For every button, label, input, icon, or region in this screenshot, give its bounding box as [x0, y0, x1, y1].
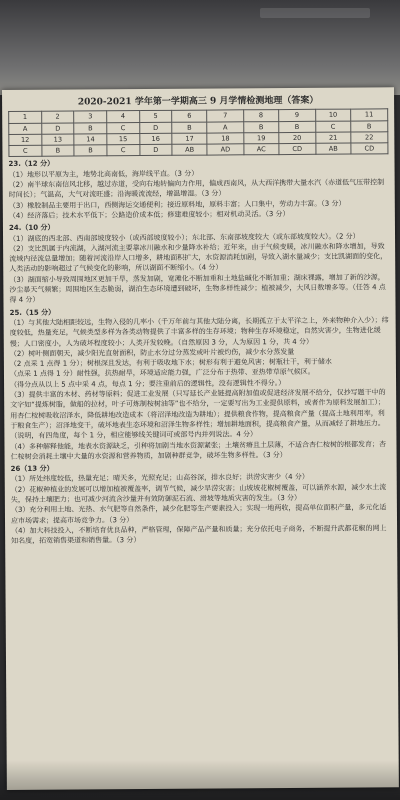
answer-paragraph: （4）经济落后；技术水平低下；公路造价成本低；修建难度较小；相对机动灵活。（3 分）	[8, 209, 290, 220]
answer-cell: A	[207, 121, 244, 133]
question-heading: 24.（10 分）	[8, 223, 55, 233]
answer-cell: AB	[316, 143, 351, 155]
answer-cell: B	[351, 120, 388, 132]
answer-paragraph: （1）与其他大陆相距较远，生物入侵的几率小（千万年前与其他大陆分离，长期孤立于太平洋之上，外来物种介入少）；纬度较低，热量充足，气候类型多样为各类动物提供了丰富多样的生存环境；物种生存环境稳定，自然灾害少，生物进化缓慢；人口密度小，人为破坏程度较小；人类开发较晚。（自然原因 3 分，人为原因 1 分，共 4 分）	[9, 316, 389, 348]
answer-cell: C	[107, 122, 140, 134]
answer-cell: AC	[244, 144, 279, 156]
answer-cell: B	[172, 122, 207, 134]
answer-cell: 2	[41, 111, 74, 123]
answer-paragraph: （1）所处纬度较低，热量充足；晴天多，光照充足；山高谷深，排水良好；洪涝灾害少（4 分）	[10, 473, 309, 484]
answer-cell: D	[41, 123, 74, 135]
answer-cell: 1	[9, 112, 42, 124]
answer-cell: 21	[316, 132, 351, 144]
answer-cell: 18	[207, 133, 244, 145]
answer-cell: 12	[9, 134, 42, 146]
answer-cell: 20	[279, 132, 316, 144]
answer-cell: CD	[351, 143, 388, 155]
question-list	[8, 157, 391, 547]
answer-cell: C	[316, 121, 351, 133]
answer-paragraph: （3）橡胶制品主要用于出口，西侧海运交通便利；接近原料地，原料丰富；人口集中，劳动力丰富。（3 分）	[8, 199, 346, 210]
answer-cell: B	[74, 145, 107, 157]
answer-cell: AD	[207, 144, 244, 156]
answer-paragraph: （点采 1 点得 1 分）耐性强，抗热耐旱，环境适应能力强，广泛分布于热带、亚热带草原气候区。	[9, 368, 315, 379]
answer-paragraph: （2）支比凯属于内流湖，入湖河流主要靠冰川融水和少量降水补给；近年来，由于气候变暖，冰川融水和降水增加，导致流域内径流总量增加；随着河流沿岸人口增多，耕地面积扩大，水资源消耗加剧，导致入湖水量减少；支比凯湖面的变化，人类活动的影响超过了气候变化的影响，所以湖面不断缩小。（4 分）	[9, 242, 388, 274]
answer-cell: 3	[74, 111, 107, 123]
answer-cell: B	[42, 145, 75, 157]
answer-cell: 13	[41, 134, 74, 146]
answer-paragraph: （得分点从以上 5 点中采 4 点，每点 1 分；要注重前后的逻辑性，没有逻辑性不得分。）	[10, 378, 286, 389]
answer-paragraph: （3）充分利用土地、光热、水气肥等自然条件，减少化肥等生产要素投入；实现一地两收，提高单位面积产量，多元化适应市场需求；提高市场竞争力。（3 分）	[10, 503, 387, 525]
answer-cell: 15	[107, 133, 140, 145]
answer-cell: 16	[139, 133, 172, 145]
answer-cell: 22	[351, 132, 388, 144]
answer-cell: 5	[139, 111, 172, 123]
answer-paragraph: （2 点采 1 点得 1 分）；树根深且发达，有利于吸收地下水；树形有利于避免风害；树瓶壮干，利于储水	[9, 357, 332, 369]
question-heading: 26（13 分）	[10, 464, 54, 474]
question-heading: 25.（15 分）	[9, 308, 56, 317]
answer-cell: 17	[172, 133, 207, 145]
answer-cell: CD	[279, 143, 316, 155]
answer-cell: 6	[172, 110, 207, 122]
background-top	[0, 0, 400, 95]
answer-cell: 4	[107, 111, 140, 123]
answer-cell: 8	[244, 110, 279, 122]
answer-paragraph: （2）南半球东南信风北移，越过赤道，受向右地转偏向力作用，偏成西南风，从大西洋携带大量水汽（赤道低气压带控制时间长）；气温高，大气对流旺盛；沿海暖流流经，增温增湿。（3 分）	[8, 178, 385, 200]
answer-row	[9, 143, 388, 157]
answer-cell: A	[9, 123, 42, 135]
answer-paragraph: （1）地形以平原为主，地势北高南低，海岸线平直。（3 分）	[8, 169, 199, 179]
answer-cell: 10	[316, 109, 351, 121]
answer-paragraph: （1）湖底的西北部、西南部坡度较小（或西部坡度较小）；东北部、东南部坡度较大（或东部坡度较大）。（2 分）	[9, 232, 360, 243]
answer-cell: B	[244, 121, 279, 133]
answer-cell: 19	[244, 132, 279, 144]
answer-cell: 11	[350, 109, 387, 121]
question-heading: 23.（12 分）	[8, 160, 55, 169]
answer-cell: D	[139, 122, 172, 134]
answer-cell: D	[139, 145, 172, 157]
answer-cell: C	[9, 145, 42, 157]
answer-paragraph: （3）湖面缩小导致周围地区更加干旱，蒸发加剧，宽滩化不断加重和土地盐碱化不断加重；湖床裸露，增加了新的沙源，沙尘暴天气频繁；周围地区生态脆弱，湖泊生态环境遭到破坏，生物多样性减少；植被减少，大风日数增多等。（任答 4 点得 4 分）	[9, 273, 386, 305]
answer-paragraph: （2）花椒种植业的发展可以增加植被覆盖率，调节气候，减少旱涝灾害；山坡坡花椒树覆盖，可以涵养水源，减少水土流失，保持土壤肥力；也可减少河流含沙量并有效防御泥石流、滑坡等地质灾害的发生。（3 分）	[10, 483, 387, 504]
answer-paragraph: （2）树叶侧面朝天，减少阳光直射面积，防止水分过分蒸发或叶片被灼伤，减少水分蒸发量	[9, 347, 295, 358]
answer-cell: B	[278, 121, 315, 133]
answer-cell: AB	[172, 144, 207, 156]
answer-cell: 7	[207, 110, 244, 122]
document-title: 2020-2021 学年第一学期高三 9 月学情检测地理（答案）	[77, 95, 319, 108]
document-body	[2, 87, 397, 546]
answer-cell: 14	[74, 134, 107, 146]
answer-table	[8, 109, 388, 158]
answer-paragraph: （4）多种解释他能，地表水资源缺乏，引种将加剧当地水资源紧张；土壤贫瘠且土层薄，不适合杏仁桉树的根都发育；杏仁桉树会消耗土壤中大量的水资源和营养物质，加剧种群竞争，破坏生物多样性。（3 分）	[10, 439, 386, 461]
answer-paragraph: （3）提供丰富的木材、药材等原料；促进工业发展（只写延长产业链提高附加值或促进经济发展不给分，仅抄写题干中的文字如“提炼树脂，做船的拉材，叶子可炼制桉树油等”也不给分，一定要写出为工业提供原料，或者作为原料发展加工）；用杏仁桉树吸收沼泽水，降低耕地改造成本（将沼泽地改造为耕地）；提供粮食作物，提高粮食产量（提高土地利用率，利于粮食生产）；沼泽地变干，破坏地表生态环境和沼泽生物多样性；增加耕地面积，提高粮食产量，从而减轻了耕地压力。（说明，有四角度，每个 1 分，相应能够线关键词可或部号内并列说法。4 分）	[10, 388, 386, 441]
answer-sheet-paper	[2, 87, 399, 790]
answer-paragraph: （4）加大科技投入，不断培育优良品种，严格管理，保障产品产量和质量；充分依托电子商务，不断提升武都花椒的网上知名度，拓宽销售渠道和销售量。（3 分）	[11, 524, 387, 546]
answer-cell: B	[74, 122, 107, 134]
answer-cell: 9	[278, 110, 315, 122]
answer-cell: C	[107, 145, 140, 157]
